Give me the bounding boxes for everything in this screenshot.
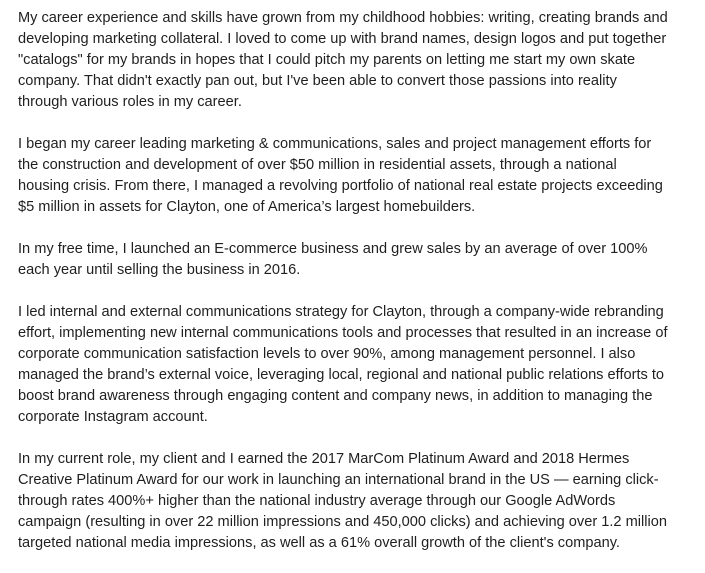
about-paragraph-2: I began my career leading marketing & communications, sales and project management efforts for the construction and development of over $50 million in residential assets, through a national housing crisis. From there, I managed a revolving portfolio of national real estate projects exceeding $5 million in assets for Clayton, one of America’s largest homebuilders.: [18, 136, 663, 215]
about-paragraph-4: I led internal and external communications strategy for Clayton, through a company-wide rebranding effort, implementing new internal communications tools and processes that resulted in an increase of corporate communication satisfaction levels to over 90%, among management personnel. I also managed the brand’s external voice, leveraging local, regional and national public relations efforts to boost brand awareness through engaging content and company news, in addition to managing the corporate Instagram account.: [18, 304, 668, 425]
about-paragraph-3: In my free time, I launched an E-commerce business and grew sales by an average of over 100% each year until selling the business in 2016.: [18, 241, 648, 278]
about-section: [18, 8, 698, 554]
about-paragraph-1: My career experience and skills have grown from my childhood hobbies: writing, creating brands and developing marketing collateral. I loved to come up with brand names, design logos and put together "catalogs" for my brands in hopes that I could pitch my parents on letting me start my own skate company. That didn't exactly pan out, but I've been able to convert those passions into reality through various roles in my career.: [18, 10, 668, 110]
about-paragraph-5: In my current role, my client and I earned the 2017 MarCom Platinum Award and 2018 Hermes Creative Platinum Award for our work in launching an international brand in the US — earning click- through rates 400%+ higher than the national industry average through our Google AdWords campaign (resulting in over 22 million impressions and 450,000 clicks) and achieving over 1.2 million targeted national media impressions, as well as a 61% overall growth of the client's company.: [18, 451, 667, 551]
